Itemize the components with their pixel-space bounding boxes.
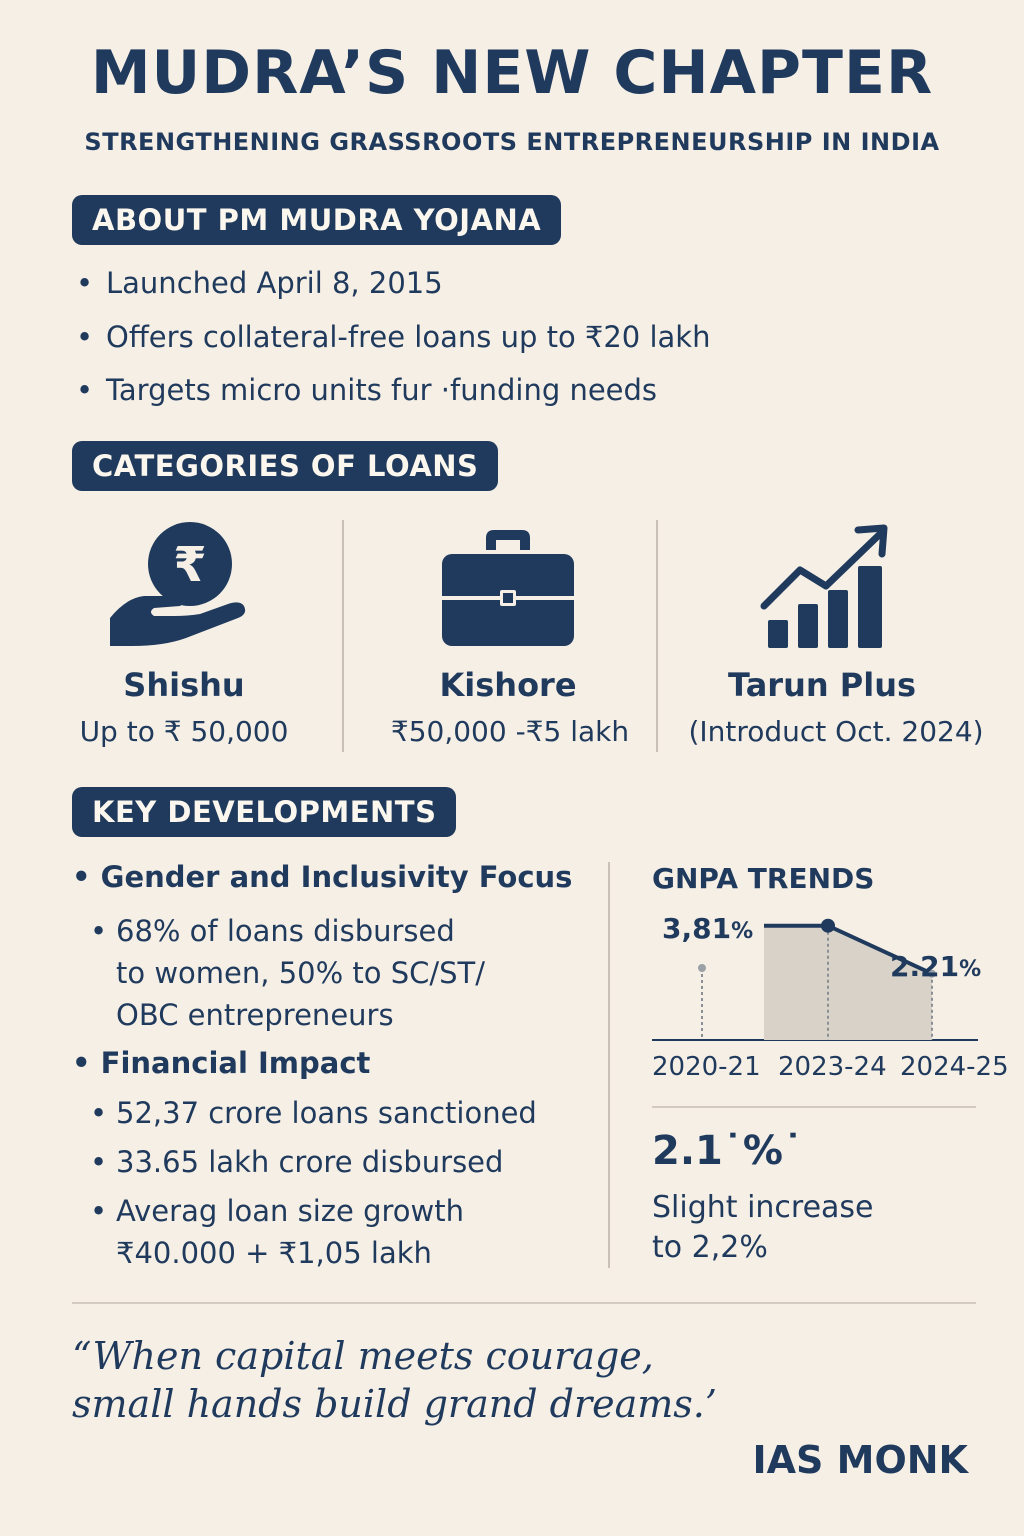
gnpa-point xyxy=(821,919,835,933)
quote xyxy=(72,1332,717,1428)
financial-item-text: 33.65 lakh crore disbursed xyxy=(116,1145,504,1179)
about-item-text: Offers collateral-free loans up to ₹20 lakh xyxy=(106,320,711,354)
gender-item: • 68% of loans disbursed to women, 50% to SC/ST/ OBC entrepreneurs xyxy=(90,910,485,1036)
about-item-text: Targets micro units fur ·funding needs xyxy=(106,373,658,407)
rupee-hand-icon xyxy=(104,522,254,652)
gnpa-note-line: to 2,2% xyxy=(652,1230,768,1265)
x-tick-label: 2024-25 xyxy=(900,1052,1009,1082)
growth-chart-icon xyxy=(756,524,892,650)
briefcase-icon xyxy=(440,528,576,648)
category-name: Kishore xyxy=(439,666,577,704)
divider xyxy=(608,862,610,1268)
about-heading: ABOUT PM MUDRA YOJANA xyxy=(72,195,561,245)
x-tick-label: 2020-21 xyxy=(652,1052,761,1082)
categories-heading: CATEGORIES OF LOANS xyxy=(72,441,498,491)
gnpa-point xyxy=(698,964,706,972)
financial-item: • Averag loan size growth xyxy=(90,1194,464,1228)
percent-sign: % xyxy=(959,957,982,982)
x-tick-label: 2023-24 xyxy=(778,1052,887,1082)
gnpa-label-high xyxy=(662,912,753,945)
gnpa-title: GNPA TRENDS xyxy=(652,862,875,895)
gender-line: 68% of loans disbursed xyxy=(116,914,455,948)
category-range: Up to ₹ 50,000 xyxy=(79,715,289,748)
gender-line: OBC entrepreneurs xyxy=(116,998,394,1032)
quote-line: small hands build grand dreams.’ xyxy=(72,1382,717,1426)
gnpa-note xyxy=(652,1188,874,1268)
svg-text:₹: ₹ xyxy=(173,537,207,593)
category-range: ₹50,000 -₹5 lakh xyxy=(390,715,630,748)
gender-heading-text: Gender and Inclusivity Focus xyxy=(100,860,573,894)
gender-heading: • Gender and Inclusivity Focus xyxy=(72,860,573,894)
category-name: Shishu xyxy=(123,666,245,704)
financial-item-text: Averag loan size growth xyxy=(116,1194,464,1228)
financial-item-text: 52,37 crore loans sanctioned xyxy=(116,1096,537,1130)
page-title: MUDRA’S NEW CHAPTER xyxy=(90,38,934,108)
financial-extra: ₹40.000 + ₹1,05 lakh xyxy=(116,1236,432,1270)
gnpa-label-low xyxy=(890,950,981,983)
gender-line: to women, 50% to SC/ST/ xyxy=(116,956,486,990)
about-item-text: Launched April 8, 2015 xyxy=(106,266,443,300)
developments-heading: KEY DEVELOPMENTS xyxy=(72,787,456,837)
divider xyxy=(652,1106,976,1108)
about-item: • Launched April 8, 2015 xyxy=(76,266,443,300)
about-item: • Offers collateral-free loans up to ₹20 lakh xyxy=(76,320,711,354)
gnpa-label-low-value: 2.21 xyxy=(890,950,960,983)
financial-item: • 33.65 lakh crore disbursed xyxy=(90,1145,504,1179)
page-subtitle: STRENGTHENING GRASSROOTS ENTREPRENEURSHIP IN INDIA xyxy=(84,128,940,156)
gnpa-big-value: 2.1˙%˙ xyxy=(652,1128,803,1174)
financial-heading: • Financial Impact xyxy=(72,1046,371,1080)
brand-logo: IAS MONK xyxy=(752,1438,968,1482)
financial-heading-text: Financial Impact xyxy=(100,1046,371,1080)
quote-line: “When capital meets courage, xyxy=(72,1334,654,1378)
category-name: Tarun Plus xyxy=(727,666,917,704)
gnpa-note-line: Slight increase xyxy=(652,1190,874,1225)
about-item: • Targets micro units fur ·funding needs xyxy=(76,373,658,407)
gnpa-label-high-value: 3,81 xyxy=(662,912,732,945)
financial-item: • 52,37 crore loans sanctioned xyxy=(90,1096,537,1130)
percent-sign: % xyxy=(731,919,754,944)
divider xyxy=(72,1302,976,1304)
category-range: (Introduct Oct. 2024) xyxy=(688,715,984,748)
